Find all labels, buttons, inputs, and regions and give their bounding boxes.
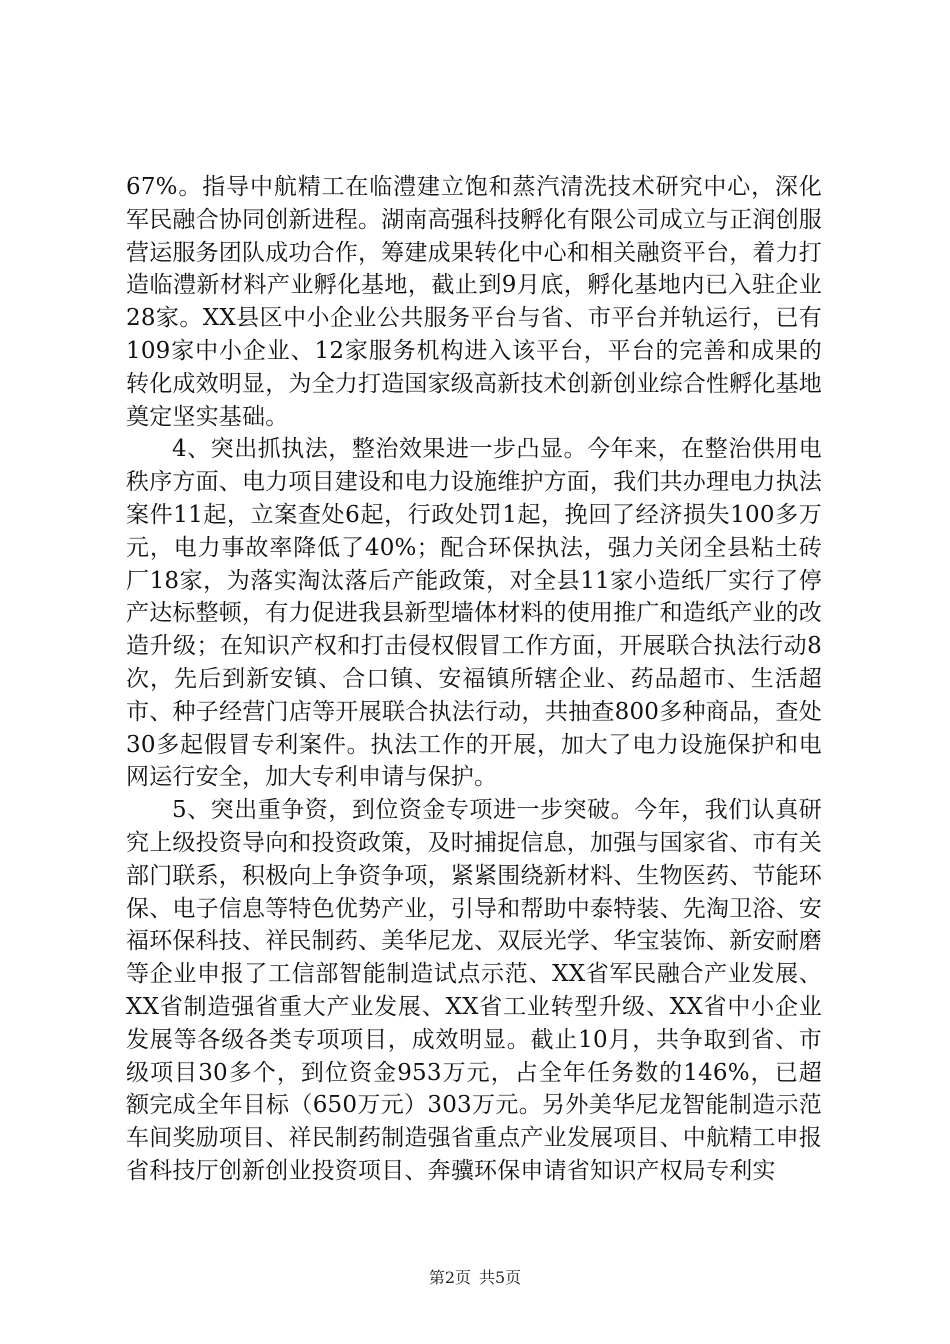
page-footer [0, 1268, 950, 1288]
paragraph-continuation: 67%。指导中航精工在临澧建立饱和蒸汽清洗技术研究中心，深化军民融合协同创新进程。湖南高强科技孵化有限公司成立与正润创服营运服务团队成功合作，筹建成果转化中心和相关融资平台，着力打造临澧新材料产业孵化基地，截止到9月底，孵化基地内已入驻企业28家。XX县区中小企业公共服务平台与省、市平台并轨运行，已有109家中小企业、12家服务机构进入该平台，平台的完善和成果的转化成效明显，为全力打造国家级高新技术创新创业综合性孵化基地奠定坚实基础。 [126, 174, 822, 430]
page-number: 第2页 [428, 1268, 471, 1287]
page-total: 共5页 [479, 1268, 522, 1287]
paragraph-funding: 5、突出重争资，到位资金专项进一步突破。今年，我们认真研究上级投资导向和投资政策，及时捕捉信息，加强与国家省、市有关部门联系，积极向上争资争项，紧紧围绕新材料、生物医药、节能环保、电子信息等特色优势产业，引导和帮助中泰特装、先淘卫浴、安福环保科技、祥民制药、美华尼龙、双辰光学、华宝装饰、新安耐磨等企业申报了工信部智能制造试点示范、XX省军民融合产业发展、XX省制造强省重大产业发展、XX省工业转型升级、XX省中小企业发展等各级各类专项项目，成效明显。截止10月，共争取到省、市级项目30多个，到位资金953万元，占全年任务数的146%，已超额完成全年目标（650万元）303万元。另外美华尼龙智能制造示范车间奖励项目、祥民制药制造强省重点产业发展项目、中航精工申报省科技厅创新创业投资项目、奔骥环保申请省知识产权局专利实 [126, 797, 822, 1184]
paragraph-enforcement: 4、突出抓执法，整治效果进一步凸显。今年来，在整治供用电秩序方面、电力项目建设和电力设施维护方面，我们共办理电力执法案件11起，立案查处6起，行政处罚1起，挽回了经济损失100多万元，电力事故率降低了40%；配合环保执法，强力关闭全县粘土砖厂18家，为落实淘汰落后产能政策，对全县11家小造纸厂实行了停产达标整顿，有力促进我县新型墙体材料的使用推广和造纸产业的改造升级；在知识产权和打击侵权假冒工作方面，开展联合执法行动8次，先后到新安镇、合口镇、安福镇所辖企业、药品超市、生活超市、种子经营门店等开展联合执法行动，共抽查800多种商品，查处30多起假冒专利案件。执法工作的开展，加大了电力设施保护和电网运行安全，加大专利申请与保护。 [126, 436, 822, 791]
document-body [126, 171, 822, 1188]
